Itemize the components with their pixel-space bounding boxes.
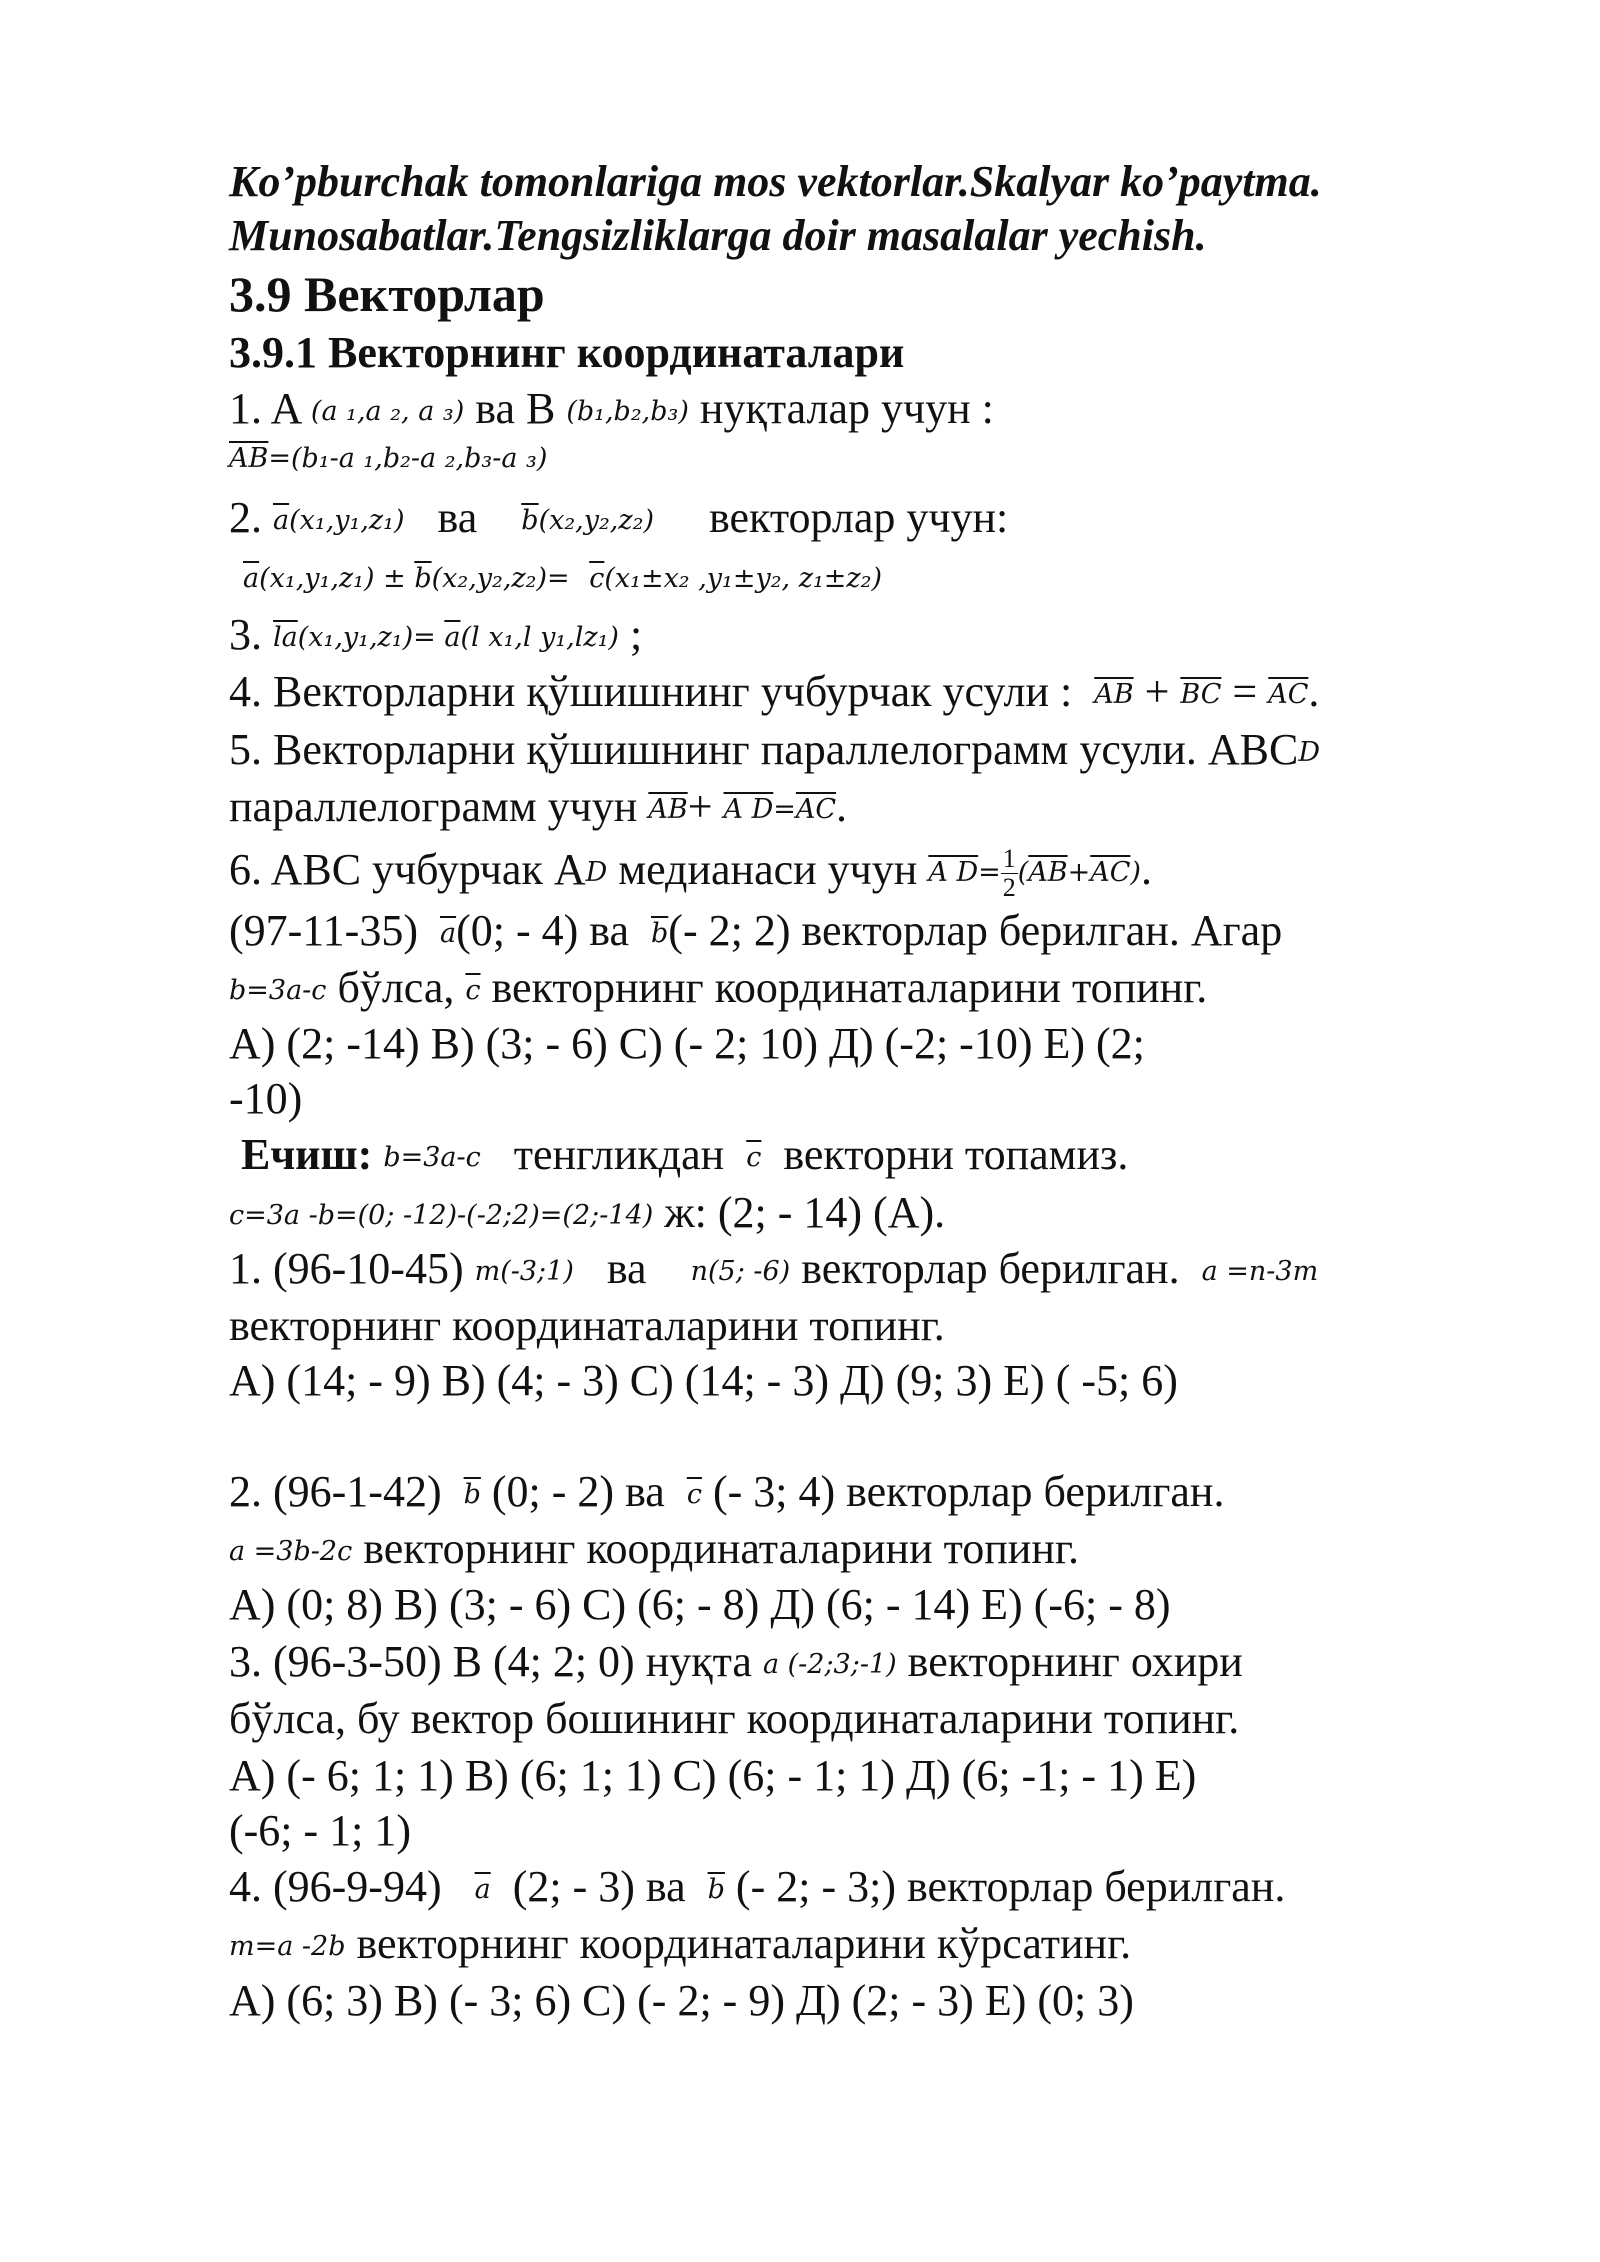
vector-c: $\overline{c}$	[589, 563, 605, 594]
problem-3-text-1: 3. (96-3-50) B (4; 2; 0) нуқта	[229, 1637, 752, 1686]
problem-3-text-2: векторнинг охири	[907, 1637, 1243, 1686]
problem-1-line-1	[229, 1241, 1318, 1300]
rule-1-text-b: ва B	[475, 384, 556, 433]
problem-2-text-2: (- 3; 4) векторлар берилган.	[712, 1467, 1225, 1516]
fraction-one-half	[1001, 845, 1018, 902]
vector-ad: A D	[928, 857, 979, 888]
rule-2	[229, 490, 1008, 549]
open-paren: (	[1017, 857, 1029, 888]
rule-2-formula-part-2: (x₂,y₂,z₂)=	[431, 563, 579, 594]
problem-1-text-1: ва	[606, 1244, 647, 1293]
example-code: (97-11-35)	[229, 906, 418, 955]
rule-3-formula-1: (x₁,y₁,z₁)=	[297, 622, 445, 653]
solution-text-1: тенгликдан	[513, 1130, 725, 1179]
fraction-denominator: 2	[1002, 873, 1016, 903]
example-text-3: бўлса,	[337, 963, 455, 1012]
vector-b: $\overline{b}$	[414, 563, 432, 594]
subsection-title: 3.9.1 Векторнинг координаталари	[229, 328, 905, 377]
problem-4-text-1: (2; - 3) ва	[512, 1862, 686, 1911]
problem-1-formula: a =n-3m	[1201, 1256, 1319, 1287]
problem-4-text-3: векторнинг координаталарини кўрсатинг.	[345, 1919, 1132, 1968]
example-text-4: векторнинг координаталарини топинг.	[491, 963, 1208, 1012]
section-title: 3.9 Векторлар	[229, 266, 545, 322]
problem-4-line-2	[229, 1916, 1131, 1975]
rule-1-text-a: 1. A	[229, 384, 300, 433]
vector-b: $\overline{b}$	[651, 918, 669, 949]
rule-5-text: 5. Векторларни қўшишнинг параллелограмм усули. ABC	[229, 725, 1299, 774]
point-d: D	[585, 857, 608, 888]
example-answers-cont: -10)	[229, 1074, 303, 1123]
problem-1-answers: A) (14; - 9) B) (4; - 3) C) (14; - 3) Д) (9; 3) E) ( -5; 6)	[229, 1356, 1178, 1405]
vector-c: $\overline{c}$	[465, 975, 481, 1006]
vector-ab: $\overline{AB}$	[1028, 857, 1068, 888]
rule-3-text-a: 3.	[229, 610, 262, 659]
solution-line-2	[229, 1185, 945, 1244]
equals-sign: =	[1221, 667, 1269, 716]
vector-a: $\overline{a}$	[273, 505, 290, 536]
rule-3	[229, 607, 642, 666]
problem-2-text-1: (0; - 2) ва	[491, 1467, 665, 1516]
fraction-numerator: 1	[1002, 844, 1016, 874]
rule-2-formula-part-3: (x₁±x₂ ,y₁±y₂, z₁±z₂)	[604, 563, 882, 594]
vector-a-coords: (x₁,y₁,z₁)	[289, 505, 405, 536]
vector-ac: $\overline{AC}$	[795, 794, 837, 825]
problem-2-formula: a =3b-2c	[229, 1536, 353, 1567]
problem-2-answers: A) (0; 8) B) (3; - 6) C) (6; - 8) Д) (6; - 14) E) (-6; - 8)	[229, 1580, 1171, 1629]
rule-2-text-b: ва	[437, 493, 478, 542]
problem-4-line-1	[229, 1859, 1285, 1918]
rule-4-text: 4. Векторларни қўшишнинг учбурчак усули :	[229, 667, 1073, 716]
example-answers: A) (2; -14) B) (3; - 6) C) (- 2; 10) Д) (-2; -10) E) (2;	[229, 1019, 1145, 1068]
vector-ad: A D	[723, 794, 774, 825]
vector-a: $\overline{a}$	[444, 622, 461, 653]
rule-5-text-2: параллелограмм учун	[229, 782, 638, 831]
period: .	[1308, 667, 1320, 716]
vector-b: $\overline{b}$	[521, 505, 539, 536]
rule-4	[229, 664, 1319, 723]
problem-1-line-2: векторнинг координаталарини топинг.	[229, 1301, 945, 1350]
rule-5-line-2	[229, 779, 847, 838]
close-paren: )	[1130, 857, 1141, 888]
rule-2-formula	[243, 548, 882, 607]
problem-3-line-2: бўлса, бу вектор бошининг координаталарини топинг.	[229, 1694, 1240, 1743]
rule-1-formula	[229, 428, 547, 487]
plus-sign: +	[1067, 857, 1091, 888]
problem-2-line-2	[229, 1521, 1079, 1580]
period: .	[1140, 845, 1152, 894]
rule-2-text-a: 2.	[229, 493, 262, 542]
problem-2-text-3: векторнинг координаталарини топинг.	[352, 1524, 1079, 1573]
problem-3-vector: a (-2;3;-1)	[762, 1649, 897, 1680]
example-text-2: (- 2; 2) векторлар берилган. Агар	[668, 906, 1283, 955]
point-b-coords: (b₁,b₂,b₃)	[566, 396, 689, 427]
vector-n-coords: n(5; -6)	[690, 1256, 791, 1287]
rule-3-formula-2: (l x₁,l y₁,lz₁)	[460, 622, 619, 653]
example-condition-formula: b=3a-c	[229, 975, 327, 1006]
vector-b: $\overline{b}$	[463, 1479, 481, 1510]
vector-ac: $\overline{AC}$	[1090, 857, 1131, 888]
plus-sign: +	[687, 782, 724, 831]
rule-6-text-a: 6. ABC учбурчак A	[229, 845, 586, 894]
period: .	[836, 782, 848, 831]
example-line-2	[229, 960, 1207, 1019]
point-d: D	[1298, 737, 1320, 768]
vector-b-coords: (x₂,y₂,z₂)	[538, 505, 654, 536]
example-text-1: (0; - 4) ва	[456, 906, 629, 955]
solution-label: Ечиш:	[241, 1130, 373, 1179]
problem-1-text-2: векторлар берилган.	[801, 1244, 1180, 1293]
equals-sign: =	[978, 857, 1001, 888]
rule-1-text-c: нуқталар учун :	[699, 384, 994, 433]
problem-4-formula: m=a -2b	[229, 1931, 346, 1962]
vector-a: $\overline{a}$	[439, 918, 457, 949]
rule-5-line-1	[229, 722, 1320, 781]
example-line-1	[229, 903, 1282, 962]
rule-1-formula-rest: =(b₁-a ₁,b₂-a ₂,b₃-a ₃)	[268, 443, 548, 474]
vector-bc: $\overline{BC}$	[1180, 679, 1222, 710]
problem-3-answers-cont: (-6; - 1; 1)	[229, 1806, 412, 1855]
vector-ab: $\overline{AB}$	[229, 443, 269, 474]
problem-4-code: 4. (96-9-94)	[229, 1862, 442, 1911]
solution-answer: ж: (2; - 14) (A).	[653, 1188, 946, 1237]
rule-6-text-b: медианаси учун	[607, 845, 918, 894]
rule-2-formula-part-1: (x₁,y₁,z₁) ±	[259, 563, 415, 594]
vector-c: $\overline{c}$	[686, 1479, 702, 1510]
solution-formula: b=3a-c	[383, 1142, 481, 1173]
vector-ab: $\overline{AB}$	[648, 794, 688, 825]
problem-2-code: 2. (96-1-42)	[229, 1467, 442, 1516]
solution-line-1	[241, 1127, 1128, 1186]
vector-a: $\overline{a}$	[243, 563, 260, 594]
problem-1-code: 1. (96-10-45)	[229, 1244, 464, 1293]
vector-ab: $\overline{AB}$	[1094, 679, 1134, 710]
rule-3-text-c: ;	[618, 610, 643, 659]
header-line-1: Ko’pburchak tomonlariga mos vektorlar.Skalyar ko’paytma.	[229, 157, 1322, 206]
rule-2-text-c: векторлар учун:	[708, 493, 1009, 542]
vector-c: $\overline{c}$	[746, 1142, 762, 1173]
vector-b: $\overline{b}$	[707, 1874, 725, 1905]
vector-a: $\overline{a}$	[474, 1874, 491, 1905]
vector-m-coords: m(-3;1)	[474, 1256, 574, 1287]
problem-3-line-1	[229, 1634, 1243, 1693]
point-a-coords: (a ₁,a ₂, a ₃)	[310, 396, 465, 427]
solution-calculation: c=3a -b=(0; -12)-(-2;2)=(2;-14)	[229, 1200, 654, 1231]
rule-6	[229, 842, 1152, 902]
problem-4-text-2: (- 2; - 3;) векторлар берилган.	[735, 1862, 1286, 1911]
vector-la: $\overline{la}$	[273, 622, 298, 653]
vector-ac: $\overline{AC}$	[1268, 679, 1309, 710]
equals-sign: =	[773, 794, 796, 825]
problem-2-line-1	[229, 1464, 1224, 1523]
problem-4-answers: A) (6; 3) B) (- 3; 6) C) (- 2; - 9) Д) (2; - 3) E) (0; 3)	[229, 1976, 1134, 2025]
problem-3-answers: A) (- 6; 1; 1) B) (6; 1; 1) C) (6; - 1; 1) Д) (6; -1; - 1) E)	[229, 1751, 1197, 1800]
solution-text-2: векторни топамиз.	[783, 1130, 1129, 1179]
plus-sign: +	[1133, 667, 1181, 716]
header-line-2: Munosabatlar.Tengsizliklarga doir masalalar yechish.	[229, 211, 1207, 260]
